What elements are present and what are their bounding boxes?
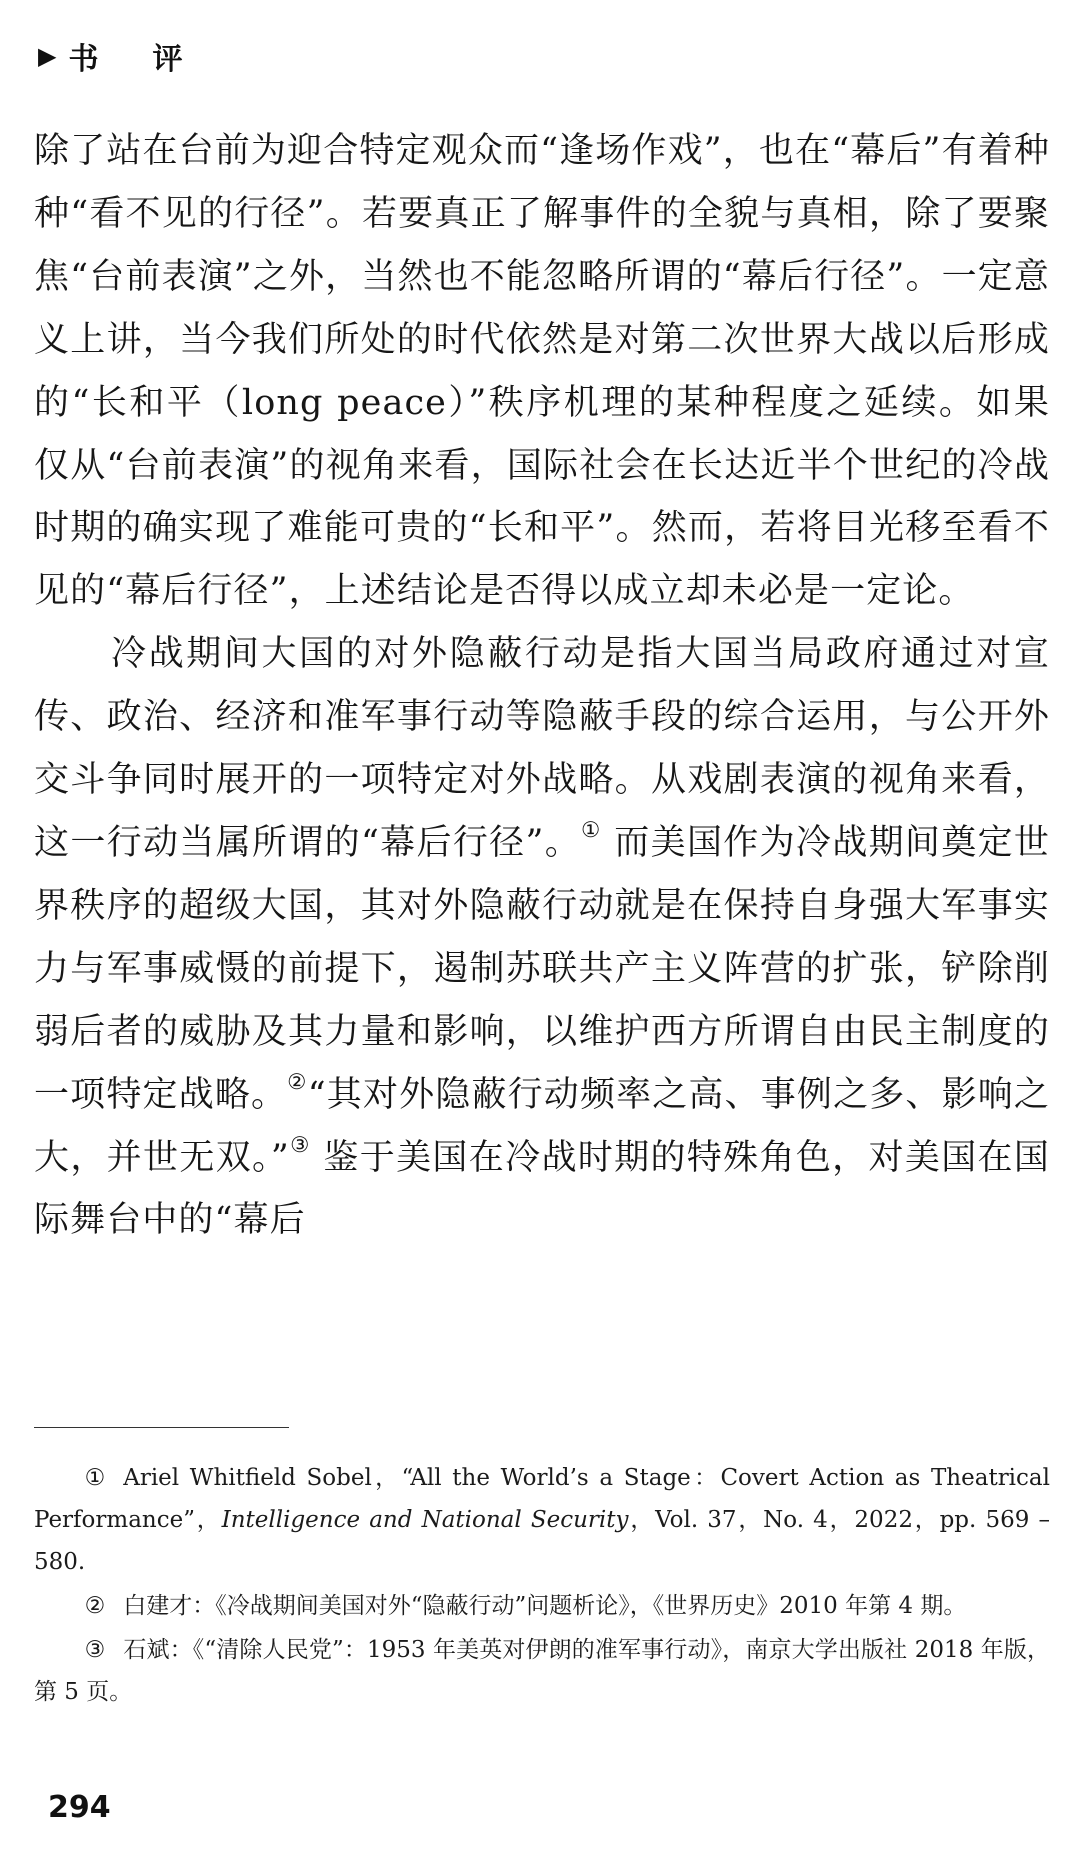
- footnote-ref-1[interactable]: ①: [581, 818, 602, 844]
- footnote-3-text: 石斌：《“清除人民党”：1953 年美英对伊朗的准军事行动》，南京大学出版社 2018 年版，第 5 页。: [34, 1637, 1050, 1705]
- footnote-divider: [34, 1427, 289, 1428]
- paragraph-2-part-b: 而美国作为冷战期间奠定世界秩序的超级大国，其对外隐蔽行动就是在保持自身强大军事实力与军事威慑的前提下，遏制苏联共产主义阵营的扩张，铲除削弱后者的威胁及其力量和影响，以维护西方所谓自由民主制度的一项特定战略。: [34, 822, 1050, 1115]
- footnote-2-number: ②: [84, 1593, 106, 1619]
- footnote-2-text: 白建才：《冷战期间美国对外“隐蔽行动”问题析论》，《世界历史》2010 年第 4 期。: [123, 1593, 967, 1619]
- footnote-1-text: Ariel Whitfield Sobel，“All the World’s a Stage：Covert Action as Theatrical Performance”，: [34, 1465, 1050, 1533]
- footnote-1-number: ①: [84, 1465, 106, 1491]
- paragraph-2: [34, 623, 1050, 1252]
- footnote-3: [34, 1629, 1050, 1713]
- footnote-3-number: ③: [84, 1637, 106, 1663]
- paragraph-1: 除了站在台前为迎合特定观众而“逢场作戏”，也在“幕后”有着种种“看不见的行径”。若要真正了解事件的全貌与真相，除了要聚焦“台前表演”之外，当然也不能忽略所谓的“幕后行径”。一定意义上讲，当今我们所处的时代依然是对第二次世界大战以后形成的“长和平（long peace）”秩序机理的某种程度之延续。如果仅从“台前表演”的视角来看，国际社会在长达近半个世纪的冷战时期的确实现了难能可贵的“长和平”。然而，若将目光移至看不见的“幕后行径”，上述结论是否得以成立却未必是一定论。: [34, 131, 1050, 612]
- paragraph-2-part-c: “其对外隐蔽行动频率之高、事例之多、影响之大，并世无双。”: [34, 1074, 1050, 1178]
- running-header: [38, 34, 236, 78]
- footnote-ref-2[interactable]: ②: [287, 1069, 308, 1095]
- footnote-1-journal: Intelligence and National Security: [221, 1507, 629, 1533]
- paragraph-2-part-d: 鉴于美国在冷战时期的特殊角色，对美国在国际舞台中的“幕后: [34, 1137, 1050, 1241]
- footnote-ref-3[interactable]: ③: [289, 1132, 311, 1158]
- page-number: 294: [48, 1790, 111, 1825]
- section-title: 书评: [68, 42, 237, 77]
- footnote-1-details: ，Vol. 37，No. 4，2022，pp. 569 – 580.: [34, 1507, 1050, 1575]
- body-text: [34, 120, 1050, 1252]
- footnotes: [34, 1457, 1050, 1715]
- footnote-2: [34, 1585, 1050, 1627]
- paragraph-2-part-a: 冷战期间大国的对外隐蔽行动是指大国当局政府通过对宣传、政治、经济和准军事行动等隐蔽手段的综合运用，与公开外交斗争同时展开的一项特定对外战略。从戏剧表演的视角来看，这一行动当属所谓的“幕后行径”。: [34, 634, 1050, 863]
- triangle-right-icon: ▶: [38, 42, 57, 70]
- footnote-1: [34, 1457, 1050, 1583]
